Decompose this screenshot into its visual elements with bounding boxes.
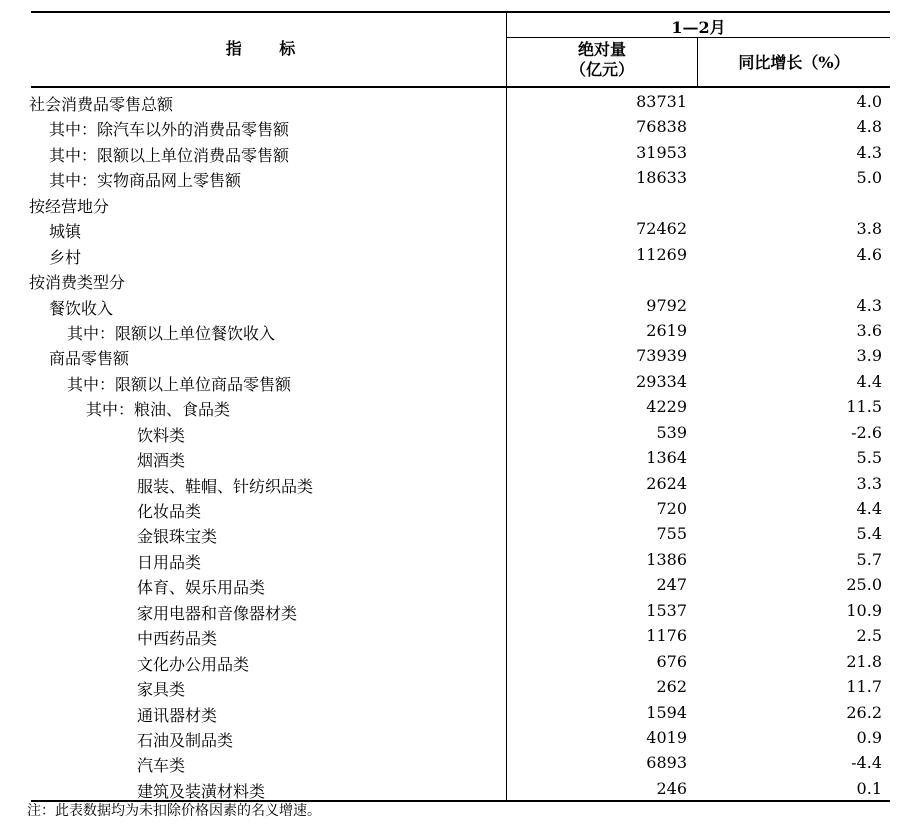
table-row — [31, 190, 890, 215]
row-absolute-value: 2624 — [646, 473, 687, 493]
header-period: 1—2月 — [671, 18, 726, 37]
table-row — [31, 699, 890, 724]
row-yoy-growth: 4.0 — [856, 92, 882, 111]
table-row — [31, 139, 890, 164]
row-label: 金银珠宝类 — [137, 527, 218, 547]
row-absolute-value: 720 — [656, 499, 687, 518]
row-yoy-growth: 10.9 — [846, 600, 882, 620]
row-yoy-growth: 5.0 — [856, 168, 882, 188]
row-yoy-growth: 3.6 — [856, 320, 882, 340]
row-absolute-value: 2619 — [646, 320, 687, 340]
table-row — [31, 444, 890, 469]
table-row — [31, 495, 890, 520]
row-label: 其中：限额以上单位餐饮收入 — [67, 323, 276, 343]
table-row — [31, 724, 890, 749]
row-label: 汽车类 — [137, 756, 186, 776]
row-yoy-growth: 0.1 — [856, 778, 882, 798]
row-absolute-value: 4229 — [646, 397, 687, 417]
row-yoy-growth: 5.7 — [856, 549, 882, 569]
table-row — [31, 775, 890, 800]
row-yoy-growth: 4.3 — [856, 142, 882, 162]
row-absolute-value: 1176 — [646, 626, 687, 646]
row-label: 中西药品类 — [137, 629, 218, 649]
row-yoy-growth: 3.3 — [856, 473, 882, 493]
row-label: 其中：限额以上单位消费品零售额 — [49, 145, 290, 165]
row-yoy-growth: 3.8 — [856, 219, 882, 239]
row-yoy-growth: -2.6 — [851, 422, 882, 442]
row-absolute-value: 18633 — [636, 168, 687, 188]
row-absolute-value: 9792 — [646, 295, 687, 315]
header-yoy-growth: 同比增长（%） — [738, 53, 850, 72]
table-row — [31, 571, 890, 596]
table-row — [31, 88, 890, 113]
table-row — [31, 597, 890, 622]
row-label: 石油及制品类 — [137, 730, 234, 750]
row-absolute-value: 539 — [656, 422, 687, 442]
row-yoy-growth: 26.2 — [846, 702, 882, 722]
row-absolute-value: 1386 — [646, 549, 687, 569]
table-row — [31, 673, 890, 698]
table-row — [31, 419, 890, 444]
row-label: 商品零售额 — [49, 349, 130, 369]
row-label: 烟酒类 — [137, 451, 186, 471]
row-label: 通讯器材类 — [137, 705, 218, 725]
row-label: 其中：实物商品网上零售额 — [49, 171, 242, 191]
row-absolute-value: 11269 — [636, 244, 687, 264]
row-absolute-value: 31953 — [636, 142, 687, 162]
row-label: 化妆品类 — [137, 502, 202, 521]
row-label: 其中：粮油、食品类 — [86, 400, 231, 420]
row-label: 其中：限额以上单位商品零售额 — [67, 374, 292, 394]
row-absolute-value: 83731 — [636, 92, 687, 111]
row-yoy-growth: 4.4 — [856, 371, 882, 391]
row-label: 城镇 — [49, 222, 82, 242]
header-absolute-value-line1: 绝对量 — [577, 40, 626, 59]
table-row — [31, 113, 890, 138]
row-yoy-growth: 4.3 — [856, 295, 882, 315]
table-row — [31, 241, 890, 266]
table-row — [31, 215, 890, 240]
table-note: 注：此表数据均为未扣除价格因素的名义增速。 — [27, 803, 321, 819]
table-row — [31, 393, 890, 418]
row-label: 按消费类型分 — [29, 273, 126, 293]
row-absolute-value: 262 — [656, 677, 687, 697]
row-label: 其中：除汽车以外的消费品零售额 — [49, 120, 290, 140]
row-absolute-value: 76838 — [636, 117, 687, 137]
table-row — [31, 546, 890, 571]
row-yoy-growth: -4.4 — [851, 753, 882, 773]
row-label: 社会消费品零售总额 — [29, 95, 174, 114]
row-absolute-value: 1537 — [646, 600, 687, 620]
row-absolute-value: 1594 — [646, 702, 687, 722]
row-absolute-value: 72462 — [636, 219, 687, 239]
table-row — [31, 317, 890, 342]
row-absolute-value: 1364 — [646, 448, 687, 468]
row-yoy-growth: 5.5 — [856, 448, 882, 468]
row-absolute-value: 755 — [656, 524, 687, 544]
row-yoy-growth: 25.0 — [846, 575, 882, 595]
table-row — [31, 342, 890, 367]
row-label: 建筑及装潢材料类 — [137, 781, 266, 801]
row-yoy-growth: 5.4 — [856, 524, 882, 544]
row-yoy-growth: 4.4 — [856, 499, 882, 518]
row-yoy-growth: 2.5 — [856, 626, 882, 646]
row-label: 家具类 — [137, 680, 186, 700]
table-row — [31, 520, 890, 545]
row-label: 文化办公用品类 — [137, 654, 250, 674]
row-yoy-growth: 11.7 — [846, 677, 882, 697]
row-yoy-growth: 11.5 — [846, 397, 882, 417]
row-yoy-growth: 21.8 — [846, 651, 882, 671]
table-header — [31, 11, 890, 88]
row-label: 体育、娱乐用品类 — [137, 578, 266, 598]
row-absolute-value: 247 — [656, 575, 687, 595]
row-label: 家用电器和音像器材类 — [137, 603, 298, 623]
table-row — [31, 749, 890, 774]
header-absolute-value-line2: （亿元） — [569, 60, 634, 79]
table-row — [31, 164, 890, 189]
row-absolute-value: 6893 — [646, 753, 687, 773]
header-absolute-value — [507, 40, 697, 80]
row-yoy-growth: 4.6 — [856, 244, 882, 264]
row-label: 日用品类 — [137, 552, 202, 572]
row-yoy-growth: 4.8 — [856, 117, 882, 137]
header-indicator: 指 标 — [225, 39, 312, 58]
row-label: 乡村 — [49, 247, 82, 267]
row-label: 饮料类 — [137, 425, 186, 445]
table-row — [31, 266, 890, 291]
retail-sales-table — [31, 11, 890, 802]
row-label: 服装、鞋帽、针纺织品类 — [137, 476, 314, 496]
table-row — [31, 622, 890, 647]
row-yoy-growth: 0.9 — [856, 727, 882, 747]
row-absolute-value: 4019 — [646, 727, 687, 747]
row-absolute-value: 676 — [656, 651, 687, 671]
row-label: 按经营地分 — [29, 196, 110, 216]
row-yoy-growth: 3.9 — [856, 346, 882, 366]
table-row — [31, 648, 890, 673]
row-absolute-value: 246 — [656, 778, 687, 798]
row-label: 餐饮收入 — [49, 298, 114, 318]
row-absolute-value: 73939 — [636, 346, 687, 366]
table-row — [31, 292, 890, 317]
table-row — [31, 368, 890, 393]
table-row — [31, 470, 890, 495]
row-absolute-value: 29334 — [636, 371, 687, 391]
table-body — [31, 88, 890, 802]
